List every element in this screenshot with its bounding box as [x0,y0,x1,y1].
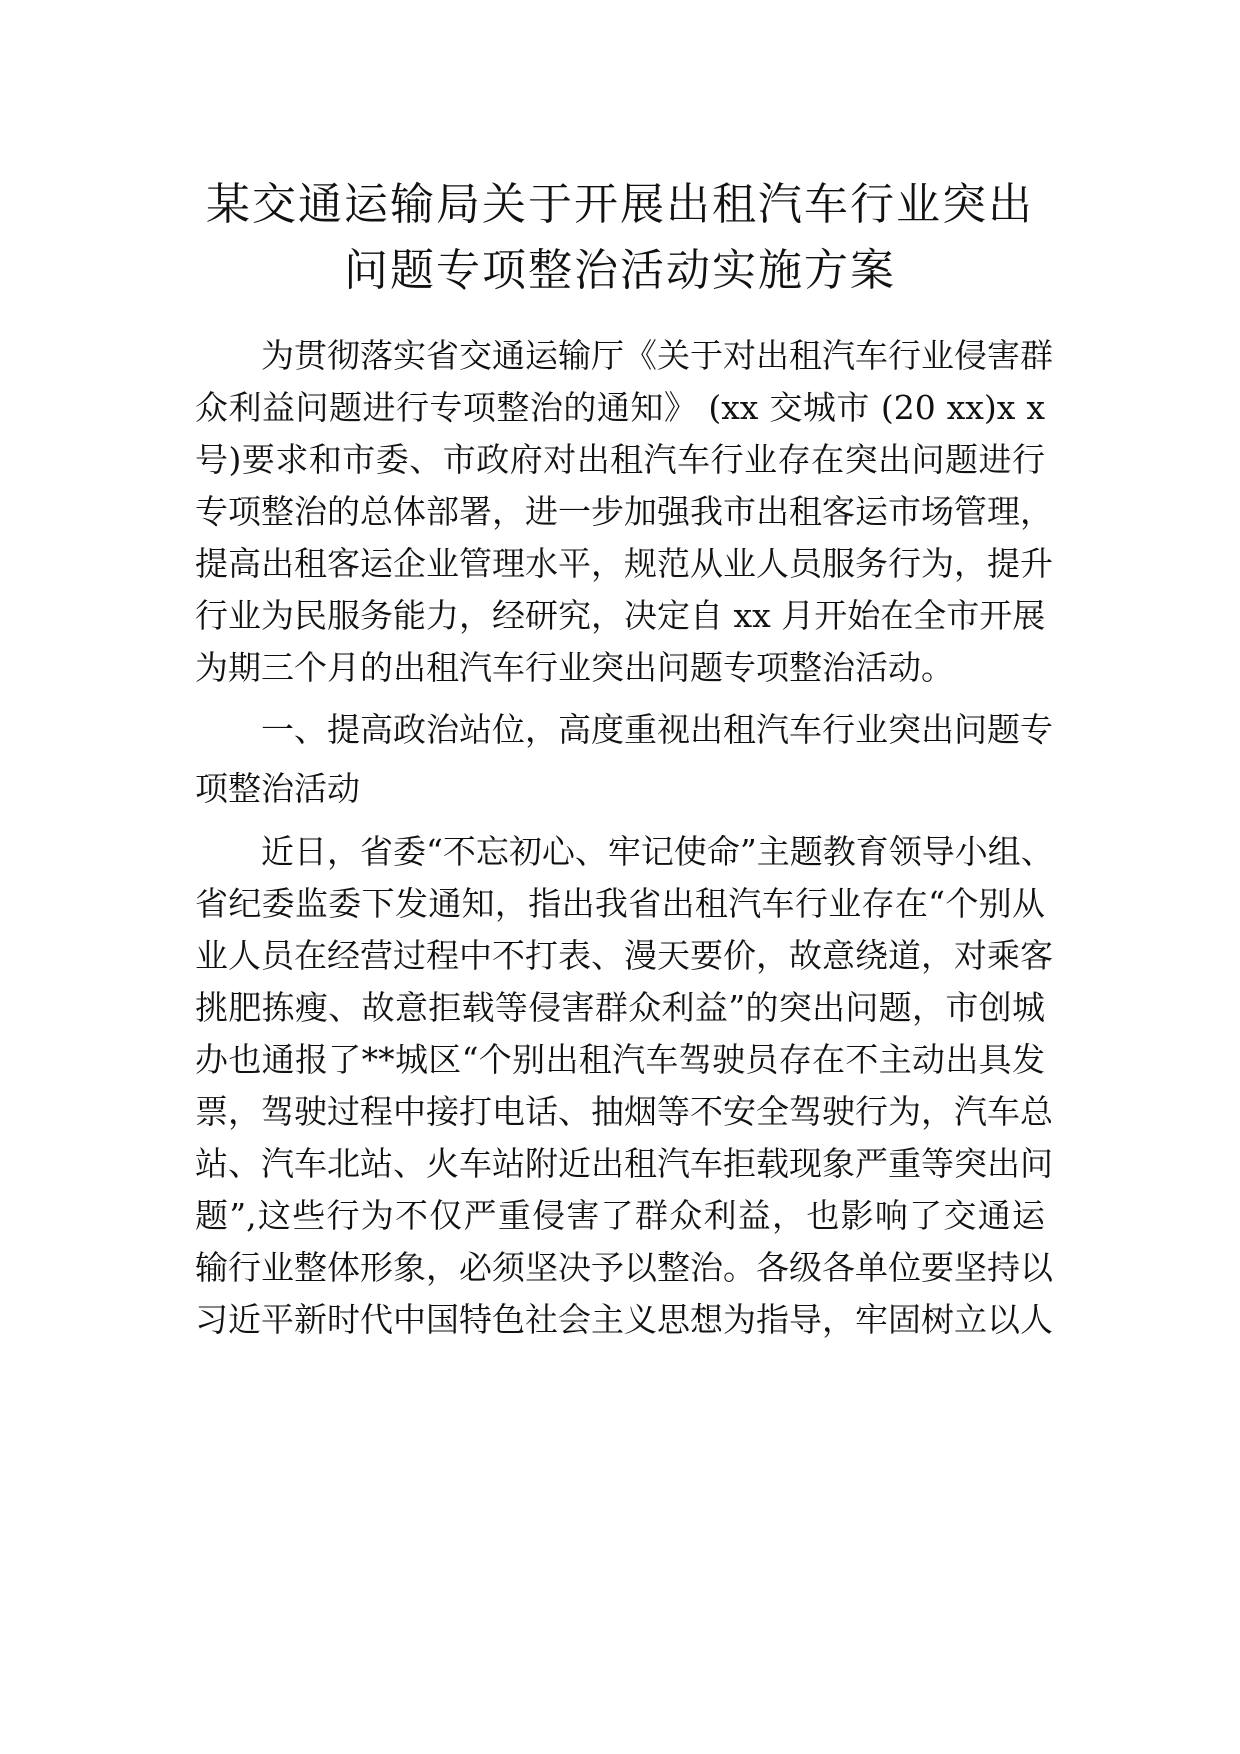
body-line: 众利益问题进行专项整治的通知》 (xx 交城市 (20 xx)x x [195,388,1045,427]
body-line: 办也通报了**城区“个别出租汽车驾驶员存在不主动出具发 [195,1040,1045,1079]
body-line: 题”,这些行为不仅严重侵害了群众利益，也影响了交通运 [195,1196,1045,1235]
body-line: 业人员在经营过程中不打表、漫天要价，故意绕道，对乘客 [195,936,1053,975]
body-line: 近日，省委“不忘初心、牢记使命”主题教育领导小组、 [261,832,1054,871]
body-line: 提高出租客运企业管理水平，规范从业人员服务行为，提升 [195,544,1053,583]
document-title-line-1: 某交通运输局关于开展出租汽车行业突出 [206,179,1034,230]
body-line: 号)要求和市委、市政府对出租汽车行业存在突出问题进行 [195,440,1045,479]
body-line: 挑肥拣瘦、故意拒载等侵害群众利益”的突出问题，市创城 [195,988,1045,1027]
body-line: 专项整治的总体部署，进一步加强我市出租客运市场管理， [195,492,1053,531]
body-line: 票，驾驶过程中接打电话、抽烟等不安全驾驶行为，汽车总 [195,1092,1053,1131]
section-heading-line: 项整治活动 [195,769,360,808]
body-line: 行业为民服务能力，经研究，决定自 xx 月开始在全市开展 [195,596,1046,635]
body-line: 省纪委监委下发通知，指出我省出租汽车行业存在“个别从 [195,884,1045,923]
body-line: 为贯彻落实省交通运输厅《关于对出租汽车行业侵害群 [261,336,1053,375]
body-line: 输行业整体形象，必须坚决予以整治。各级各单位要坚持以 [195,1248,1053,1287]
document-title-line-2: 问题专项整治活动实施方案 [344,245,896,296]
body-line: 站、汽车北站、火车站附近出租汽车拒载现象严重等突出问 [195,1144,1053,1183]
body-line: 为期三个月的出租汽车行业突出问题专项整治活动。 [195,648,954,687]
body-line: 习近平新时代中国特色社会主义思想为指导，牢固树立以人 [195,1300,1053,1339]
section-heading-line: 一、提高政治站位，高度重视出租汽车行业突出问题专 [261,710,1053,749]
